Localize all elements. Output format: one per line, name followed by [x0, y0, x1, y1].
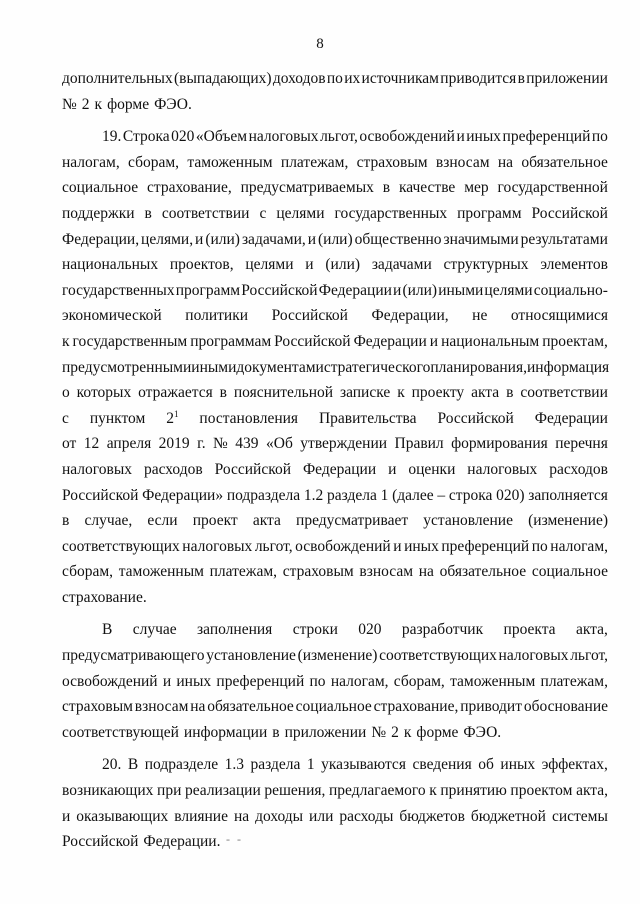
- paragraph-gap: [62, 610, 608, 617]
- text-line: Российской Федерации» подраздела 1.2 раздела 1 (далее – строка 020) заполняется: [62, 486, 608, 504]
- text-line: 20. В подразделе 1.3 раздела 1 указываются сведения об иных эффектах,: [102, 756, 608, 774]
- text-line: национальных проектов, целями и (или) задачами структурных элементов: [62, 256, 608, 274]
- text-line: Российской Федерации.: [62, 833, 221, 851]
- text-line: предусмотренными иными документами стратегического планирования, информация: [62, 358, 610, 376]
- text-line: государственных программ Российской Федерации и (или) иными целями социально-: [62, 281, 608, 299]
- trailing-dash-mark: - -: [226, 832, 243, 846]
- text-line: налоговых расходов Российской Федерации и оценки налоговых расходов: [62, 460, 608, 478]
- text-line: налогам, сборам, таможенным платежам, страховым взносам на обязательное: [62, 153, 608, 171]
- text-line: к государственным программам Российской Федерации и национальным проектам,: [62, 332, 608, 350]
- text-line: № 2 к форме ФЭО.: [62, 95, 192, 113]
- text-line: соответствующих налоговых льгот, освобождений и иных преференций по налогам,: [62, 537, 608, 555]
- paragraph: [62, 752, 608, 854]
- paragraph: [62, 617, 608, 745]
- text-line: социальное страхование, предусматриваемых в качестве мер государственной: [62, 179, 608, 197]
- paragraph: [62, 66, 608, 117]
- text-line: предусматривающего установление (изменение) соответствующих налоговых льгот,: [62, 647, 608, 665]
- text-line: поддержки в соответствии с целями государственных программ Российской: [62, 204, 608, 222]
- text-line: от 12 апреля 2019 г. № 439 «Об утверждении Правил формирования перечня: [62, 435, 608, 453]
- text-line: дополнительных (выпадающих) доходов по их источникам приводится в приложении: [62, 70, 608, 87]
- document-body: [62, 66, 608, 855]
- text-line: В случае заполнения строки 020 разработчик проекта акта,: [102, 621, 608, 639]
- text-line: сборам, таможенным платежам, страховым взносам на обязательное социальное: [62, 563, 608, 581]
- text-line: экономической политики Российской Федерации, не относящимися: [62, 307, 608, 325]
- text-line: 19. Строка 020 «Объем налоговых льгот, освобождений и иных преференций по: [102, 128, 608, 146]
- paragraph-gap: [62, 745, 608, 752]
- text-line: в случае, если проект акта предусматривает установление (изменение): [62, 512, 608, 530]
- paragraph-gap: [62, 117, 608, 124]
- text-line: о которых отражается в пояснительной записке к проекту акта в соответствии: [62, 384, 608, 402]
- text-line: освобождений и иных преференций по налогам, сборам, таможенным платежам,: [62, 672, 608, 690]
- text-line: с пунктом $2^1$ постановления Правительства Российской Федерации: [62, 408, 608, 427]
- text-line: соответствующей информации в приложении № 2 к форме ФЭО.: [62, 723, 502, 741]
- text-line: Федерации, целями, и (или) задачами, и (или) общественно значимыми результатами: [62, 230, 608, 248]
- text-line: страховым взносам на обязательное социальное страхование, приводит обоснование: [62, 698, 608, 716]
- text-line: страхование.: [62, 588, 147, 606]
- page-number: 8: [316, 36, 324, 52]
- text-line: и оказывающих влияние на доходы или расходы бюджетов бюджетной системы: [62, 807, 608, 825]
- text-line: возникающих при реализации решения, предлагаемого к принятию проектом акта,: [62, 782, 608, 800]
- paragraph: [62, 124, 608, 610]
